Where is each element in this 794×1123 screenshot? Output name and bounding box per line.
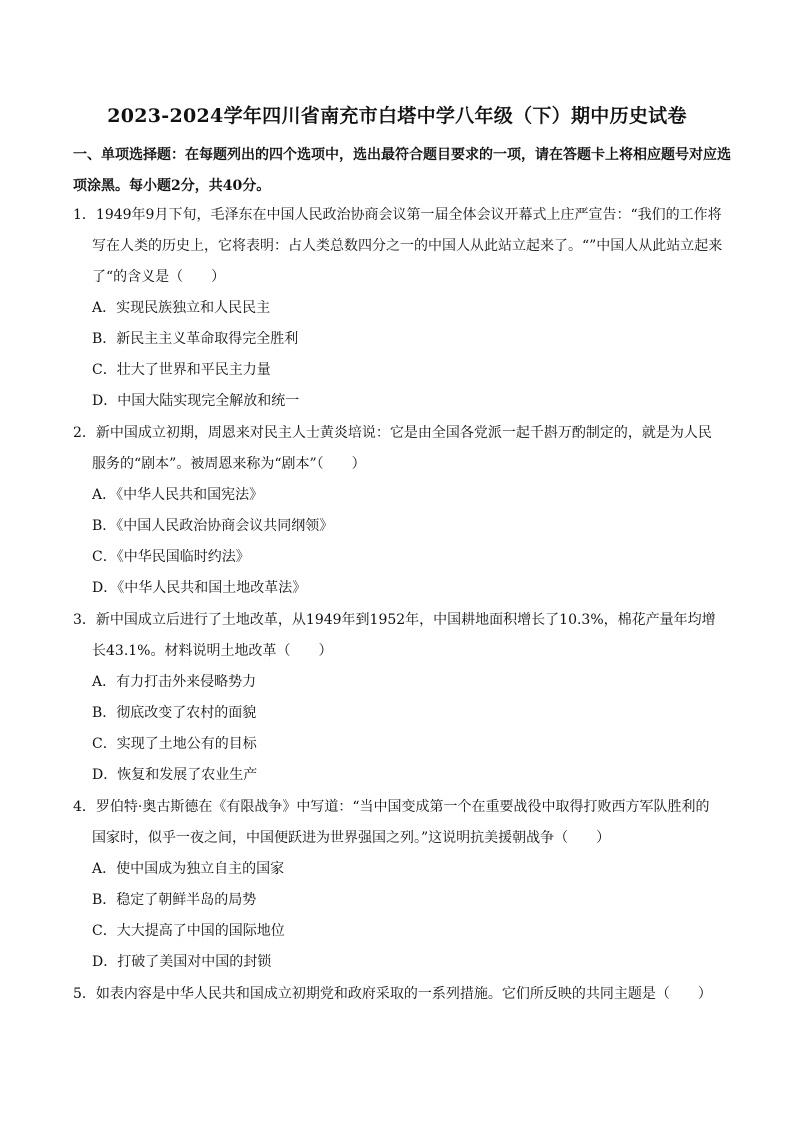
- question-stem: 3．新中国成立后进行了土地改革，从1949年到1952年，中国耕地面积增长了10.3%，棉花产量年均增长43.1%。材料说明土地改革（ ）: [73, 612, 716, 659]
- option-b: B．稳定了朝鲜半岛的局势: [92, 892, 257, 908]
- exam-title: 2023-2024学年四川省南充市白塔中学八年级（下）期中历史试卷: [107, 105, 687, 127]
- option-c: C．《中华民国临时约法》: [92, 549, 250, 565]
- option-a: A．使中国成为独立自主的国家: [92, 861, 285, 877]
- question-1: [73, 200, 723, 417]
- option-b: B．新民主主义革命取得完全胜利: [92, 331, 299, 347]
- section-header: 一、单项选择题：在每题列出的四个选项中，选出最符合题目要求的一项，请在答题卡上将相应题号对应选项涂黑。每小题2分，共40分。: [73, 147, 731, 194]
- option-d: D．打破了美国对中国的封锁: [92, 954, 272, 970]
- option-c: C．壮大了世界和平民主力量: [92, 362, 271, 378]
- question-stem: 4．罗伯特·奥古斯德在《有限战争》中写道：“当中国变成第一个在重要战役中取得打败西方军队胜利的国家时，似乎一夜之间，中国便跃进为世界强国之列。”这说明抗美援朝战争（ ）: [73, 799, 710, 846]
- question-5: [73, 979, 723, 1010]
- option-c: C．实现了土地公有的目标: [92, 736, 257, 752]
- question-stem: 5．如表内容是中华人民共和国成立初期党和政府采取的一系列措施。它们所反映的共同主题是（ ）: [73, 986, 712, 1002]
- option-b: B．彻底改变了农村的面貌: [92, 705, 257, 721]
- option-a: A．实现民族独立和人民民主: [92, 300, 271, 316]
- question-3: [73, 605, 723, 791]
- option-b: B．《中国人民政治协商会议共同纲领》: [92, 518, 334, 534]
- option-a: A．有力打击外来侵略势力: [92, 674, 257, 690]
- question-4: [73, 792, 723, 978]
- option-d: D．《中华人民共和国土地改革法》: [92, 580, 307, 596]
- question-stem: 1．1949年9月下旬，毛泽东在中国人民政治协商会议第一届全体会议开幕式上庄严宣告：“我们的工作将写在人类的历史上，它将表明：占人类总数四分之一的中国人从此站立起来了。“”中国人从此站立起来了“的含义是（ ）: [73, 207, 723, 285]
- question-stem: 2．新中国成立初期，周恩来对民主人士黄炎培说：它是由全国各党派一起千斟万酌制定的，就是为人民服务的“剧本”。被周恩来称为“剧本”（ ）: [73, 425, 712, 472]
- option-d: D．恢复和发展了农业生产: [92, 767, 258, 783]
- question-2: [73, 418, 723, 604]
- option-d: D．中国大陆实现完全解放和统一: [92, 393, 300, 409]
- option-c: C．大大提高了中国的国际地位: [92, 923, 285, 939]
- option-a: A．《中华人民共和国宪法》: [92, 487, 264, 503]
